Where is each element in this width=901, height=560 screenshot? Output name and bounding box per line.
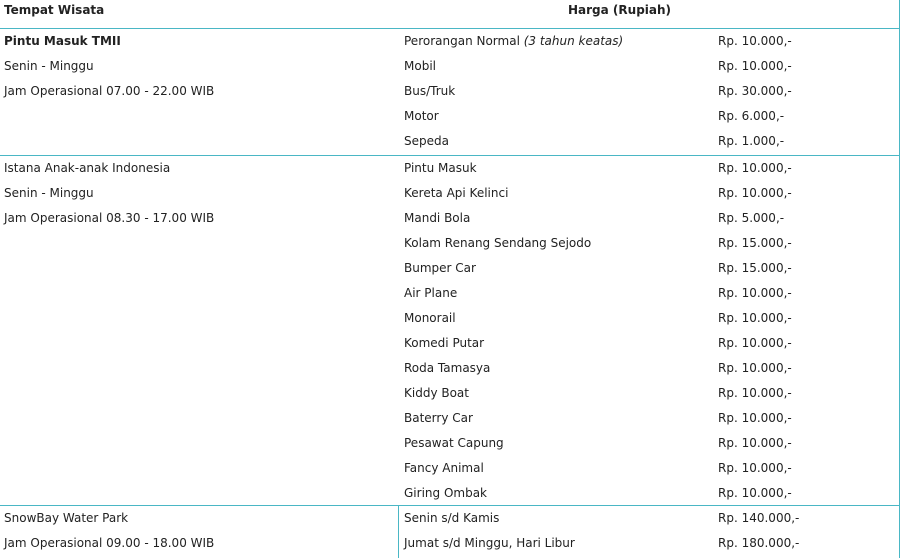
table-right-border (899, 0, 900, 558)
table-row (0, 356, 899, 381)
item-name: Roda Tamasya (404, 361, 491, 375)
item-price: Rp. 10.000,- (718, 386, 792, 400)
item-name: Kereta Api Kelinci (404, 186, 509, 200)
table-row (0, 54, 899, 79)
table-row (0, 456, 899, 481)
item-price: Rp. 10.000,- (718, 59, 792, 73)
table-row (0, 256, 899, 281)
item-price: Rp. 140.000,- (718, 511, 800, 525)
item-name: Kiddy Boat (404, 386, 469, 400)
table-row (0, 129, 899, 154)
item-name: Komedi Putar (404, 336, 485, 350)
item-price: Rp. 10.000,- (718, 34, 792, 48)
item-name: Motor (404, 109, 439, 123)
table-row (0, 156, 899, 181)
table-row (0, 281, 899, 306)
section-tmii-entrance (0, 29, 899, 156)
item-name: Baterry Car (404, 411, 473, 425)
column-header-place: Tempat Wisata (4, 3, 105, 17)
item-name: Fancy Animal (404, 461, 484, 475)
item-price: Rp. 10.000,- (718, 411, 792, 425)
item-name: Mandi Bola (404, 211, 471, 225)
item-name: Mobil (404, 59, 436, 73)
section-hours: Jam Operasional 08.30 - 17.00 WIB (4, 211, 215, 225)
table-row (0, 231, 899, 256)
item-price: Rp. 5.000,- (718, 211, 785, 225)
table-row (0, 431, 899, 456)
item-price: Rp. 10.000,- (718, 461, 792, 475)
item-name: Sepeda (404, 134, 449, 148)
item-price: Rp. 10.000,- (718, 311, 792, 325)
table-header (0, 0, 899, 29)
section-title: Pintu Masuk TMII (4, 34, 121, 48)
table-row (0, 406, 899, 431)
item-name: Monorail (404, 311, 456, 325)
section-days: Senin - Minggu (4, 59, 94, 73)
item-name: Senin s/d Kamis (404, 511, 500, 525)
table-row (0, 181, 899, 206)
item-name: Giring Ombak (404, 486, 487, 500)
item-note: (3 tahun keatas) (523, 34, 624, 48)
item-price: Rp. 10.000,- (718, 336, 792, 350)
item-price: Rp. 10.000,- (718, 486, 792, 500)
item-price: Rp. 10.000,- (718, 161, 792, 175)
item-price: Rp. 10.000,- (718, 186, 792, 200)
item-price: Rp. 15.000,- (718, 236, 792, 250)
item-price: Rp. 10.000,- (718, 361, 792, 375)
item-name: Kolam Renang Sendang Sejodo (404, 236, 592, 250)
table-row (0, 331, 899, 356)
item-name: Air Plane (404, 286, 458, 300)
table-row (0, 104, 899, 129)
item-price: Rp. 10.000,- (718, 436, 792, 450)
item-name: Bus/Truk (404, 84, 456, 98)
section-hours: Jam Operasional 07.00 - 22.00 WIB (4, 84, 215, 98)
item-price: Rp. 180.000,- (718, 536, 800, 550)
section-snowbay (0, 506, 899, 558)
section-days: Senin - Minggu (4, 186, 94, 200)
section-istana-anak-anak (0, 156, 899, 506)
table-row (0, 531, 899, 556)
table-row (0, 206, 899, 231)
item-price: Rp. 15.000,- (718, 261, 792, 275)
item-price: Rp. 10.000,- (718, 286, 792, 300)
table-row (0, 306, 899, 331)
item-price: Rp. 30.000,- (718, 84, 792, 98)
section-title: SnowBay Water Park (4, 511, 129, 525)
table-row (0, 29, 899, 54)
item-name: Bumper Car (404, 261, 476, 275)
table-row (0, 79, 899, 104)
column-header-price: Harga (Rupiah) (568, 3, 672, 17)
item-name: Pesawat Capung (404, 436, 504, 450)
table-row (0, 481, 899, 506)
table-row (0, 506, 899, 531)
table-row (0, 381, 899, 406)
section-hours: Jam Operasional 09.00 - 18.00 WIB (4, 536, 215, 550)
section-title: Istana Anak-anak Indonesia (4, 161, 171, 175)
item-name: Perorangan Normal (3 tahun keatas) (404, 34, 624, 48)
item-price: Rp. 6.000,- (718, 109, 785, 123)
item-name: Pintu Masuk (404, 161, 477, 175)
item-price: Rp. 1.000,- (718, 134, 785, 148)
item-name: Jumat s/d Minggu, Hari Libur (404, 536, 575, 550)
